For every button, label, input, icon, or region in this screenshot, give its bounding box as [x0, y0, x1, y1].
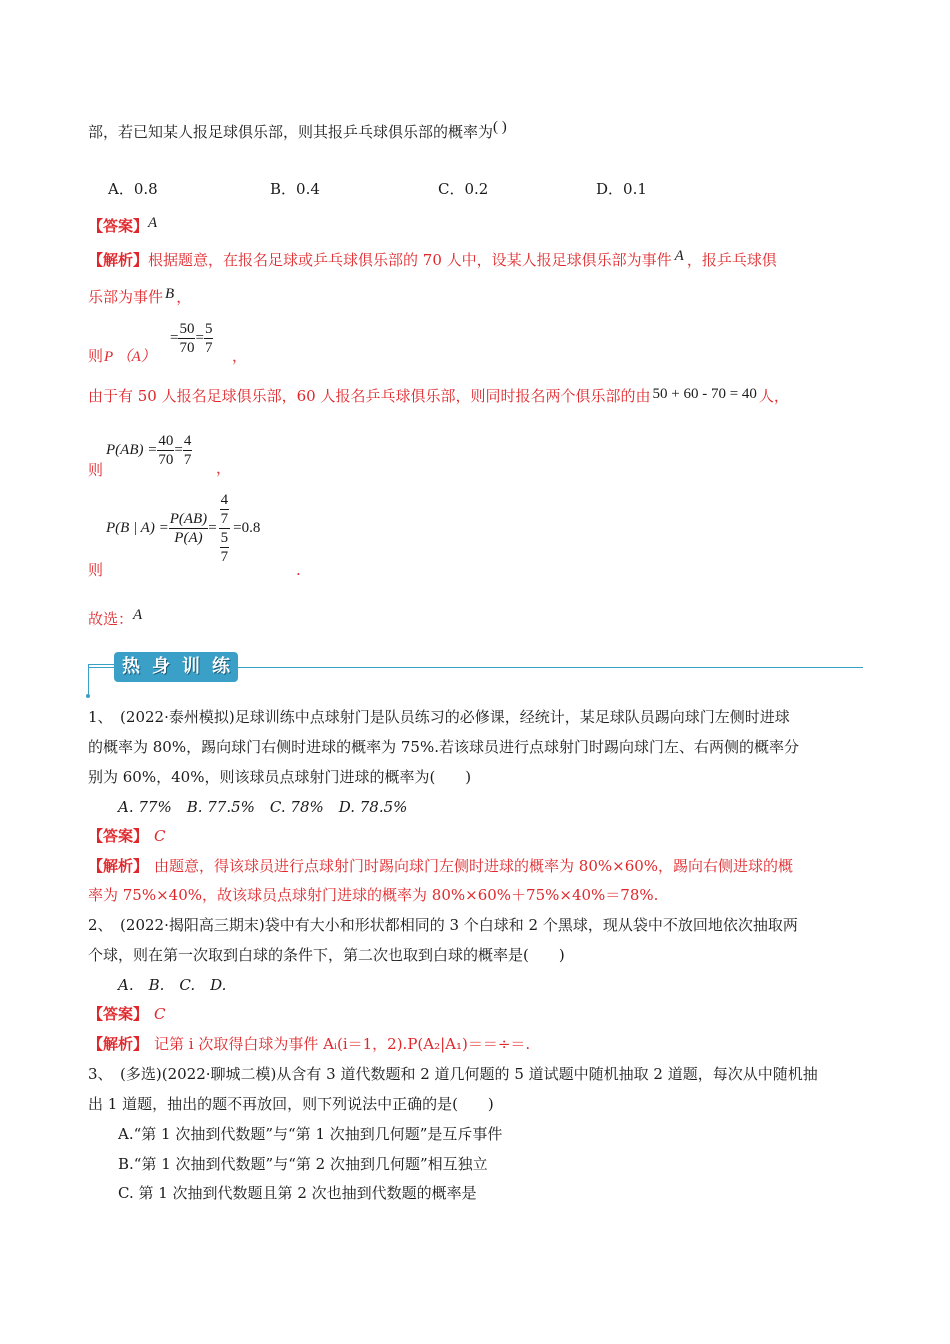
banner-bracket [88, 664, 115, 697]
option-d: D．0.1 [596, 180, 647, 198]
section-banner [114, 652, 238, 682]
fraction-40-70: $\frac{40}{70}$ [158, 433, 174, 468]
answer-tag: 【答案】 [88, 217, 149, 235]
answer-paren: ( ) [493, 119, 507, 135]
q1-line-1: 1、 (2022·泰州模拟)足球训练中点球射门是队员练习的必修课，经统计，某足球队员踢向球门左侧时进球 [88, 708, 790, 726]
q1-line-3: 别为 60%，40%，则该球员点球射门进球的概率为( ) [88, 768, 472, 786]
banner-dot [86, 694, 90, 698]
pba-equation: P(B | A) = $\frac{P(AB)}{P(A)}$ = $\frac{\frac{4}{7}}{\frac{5}{7}}$ =0.8 [106, 492, 261, 565]
fraction-pab-pa: $\frac{P(AB)}{P(A)}$ [169, 511, 208, 546]
q3-line-1: 3、 (多选)(2022·聊城二模)从含有 3 道代数题和 2 道几何题的 5 道试题中随机抽取 2 道题，每次从中随机抽 [88, 1065, 818, 1083]
pa-equation: = $\frac{50}{70}$ = $\frac{5}{7}$ [170, 321, 213, 356]
analysis-line-1: 【解析】根据题意，在报名足球或乒乓球俱乐部的 70 人中，设某人报足球俱乐部为事件 A ，报乒乓球俱 [88, 248, 777, 269]
var-a: A [674, 248, 684, 264]
choose-row: 故选：A [88, 607, 143, 628]
q1-answer-row: 【答案】 C [88, 827, 166, 845]
q2-line-2: 个球，则在第一次取到白球的条件下，第二次也取到白球的概率是( ) [88, 946, 565, 964]
answer-value: A [148, 215, 158, 231]
pa-label: P （A） [104, 349, 156, 365]
q2-analysis: 【解析】 记第 i 次取得白球为事件 Aᵢ(i＝1，2).P(A₂|A₁)＝＝÷＝. [88, 1035, 531, 1053]
q1-answer: C [154, 827, 166, 845]
analysis-tag: 【解析】 [88, 251, 149, 269]
analysis-line-2: 乐部为事件 B ， [88, 286, 192, 306]
q1-analysis-2: 率为 75%×40%，故该球员点球射门进球的概率为 80%×60%＋75%×40%＝78%. [88, 886, 659, 904]
q3-option-b: B.“第 1 次抽到代数题”与“第 2 次抽到几何题”相互独立 [118, 1155, 488, 1173]
var-b: B [165, 286, 175, 302]
fraction-4-7: $\frac{4}{7}$ [183, 433, 192, 468]
comma-1: ， [232, 347, 248, 365]
then-label-2: 则 [88, 461, 104, 479]
q3-option-c: C. 第 1 次抽到代数题且第 2 次也抽到代数题的概率是 [118, 1184, 477, 1202]
question-intro: 部，若已知某人报足球俱乐部，则其报乒乓球俱乐部的概率为( ) [88, 119, 507, 141]
q1-line-2: 的概率为 80%，踢向球门右侧时进球的概率为 75%.若该球员进行点球射门时踢向球门左、右两侧的概率分 [88, 738, 799, 756]
q1-analysis-1: 【解析】 由题意，得该球员进行点球射门时踢向球门左侧时进球的概率为 80%×60%，踢向右侧进球的概 [88, 857, 794, 875]
banner-char-3: 训 [182, 656, 200, 677]
q1-options: A. 77% B. 77.5% C. 78% D. 78.5% [118, 798, 408, 816]
then-label-3: 则 [88, 561, 104, 579]
comma-2: ， [216, 459, 232, 477]
fraction-5-7: $\frac{5}{7}$ [204, 321, 213, 356]
pab-equation: P(AB) = $\frac{40}{70}$ = $\frac{4}{7}$ [106, 433, 192, 468]
q2-answer: C [154, 1005, 166, 1023]
expr-40: 50 + 60 - 70 = 40 [652, 386, 757, 402]
option-c: C．0.2 [438, 180, 489, 198]
choose-answer: A [133, 607, 143, 623]
period: . [296, 561, 301, 579]
q3-line-2: 出 1 道题，抽出的题不再放回，则下列说法中正确的是( ) [88, 1095, 494, 1113]
line-50-60: 由于有 50 人报名足球俱乐部，60 人报名乒乓球俱乐部，则同时报名两个俱乐部的由 50 + 60 - 70 = 40 人， [88, 386, 789, 405]
fraction-nested: $\frac{\frac{4}{7}}{\frac{5}{7}}$ [220, 492, 229, 565]
q3-option-a: A.“第 1 次抽到代数题”与“第 1 次抽到几何题”是互斥事件 [118, 1125, 503, 1143]
then-label: 则 [88, 347, 104, 365]
fraction-50-70: $\frac{50}{70}$ [179, 321, 195, 356]
answer-row [88, 216, 157, 237]
q2-options: A. B. C. D. [118, 976, 227, 994]
option-a: A．0.8 [108, 180, 158, 198]
banner-char-1: 热 [122, 656, 140, 677]
option-b: B．0.4 [270, 180, 320, 198]
q2-line-1: 2、 (2022·揭阳高三期末)袋中有大小和形状都相同的 3 个白球和 2 个黑球，现从袋中不放回地依次抽取两 [88, 916, 798, 934]
banner-char-4: 练 [212, 656, 230, 677]
banner-char-2: 身 [152, 656, 170, 677]
q2-answer-row: 【答案】 C [88, 1005, 166, 1023]
